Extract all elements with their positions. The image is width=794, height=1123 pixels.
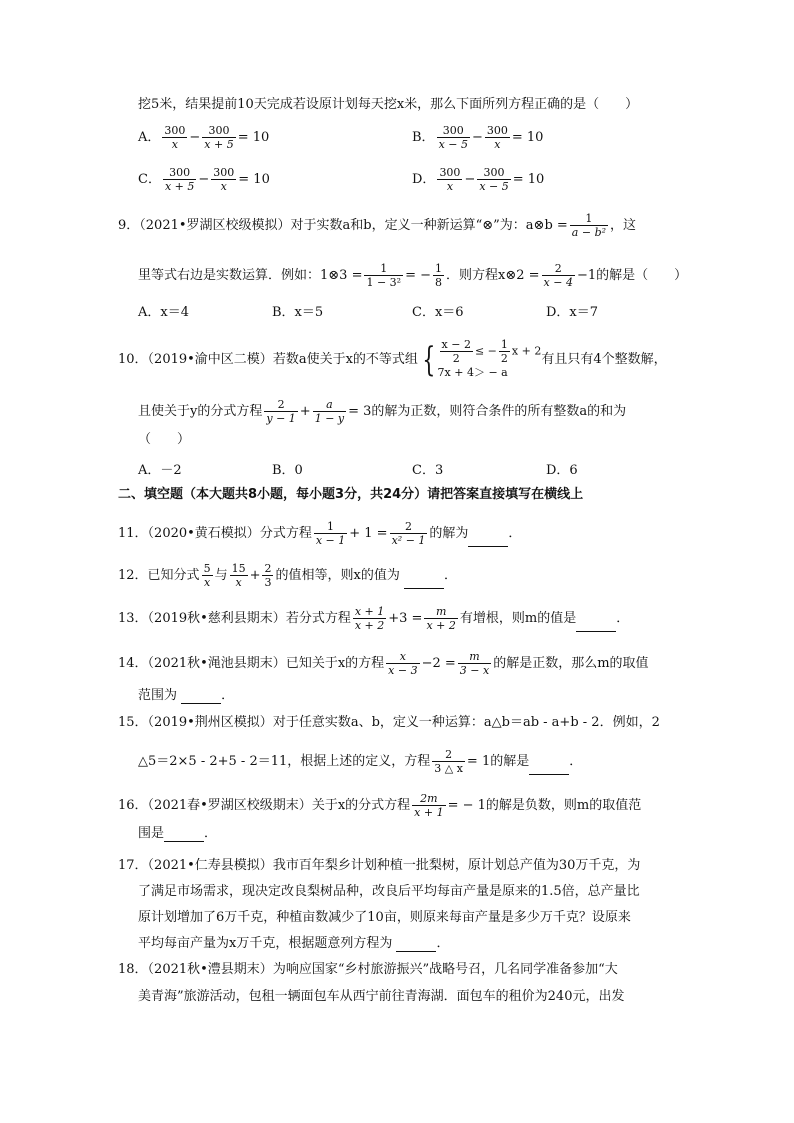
q15-line2: △5＝2×5 - 2+5 - 2＝11，根据上述的定义，方程 $\frac{2}{3 \triangle x}$ = 1的解是 ． [138, 748, 583, 775]
q9-line2: 里等式右边是实数运算．例如：1⊗3 = $\frac{1}{\text{1 − 3²}}$ = − $\frac{1}{8}$ ．则方程x⊗2 = $\frac{2}{x - 4}$ −1的解是（ ） [138, 262, 688, 289]
q18-line2: 美青海”旅游活动，包租一辆面包车从西宁前往青海湖．面包车的租价为240元，出发 [138, 989, 625, 1004]
q8-option-a[interactable]: A． $\frac{300}{x}$ − $\frac{300}{x + 5}$ = 10 [138, 124, 270, 151]
q16-line1: 16．（2021春•罗湖区校级期末）关于x的分式方程 $\frac{2m}{x + 1}$ = − 1的解是负数，则m的取值范 [118, 792, 642, 819]
answer-blank[interactable] [529, 762, 569, 775]
answer-blank[interactable] [181, 691, 221, 704]
q12: 12．已知分式 $\frac{5}{x}$ 与 $\frac{15}{x}$ + $\frac{2}{3}$ 的值相等，则x的值为 ． [118, 562, 457, 589]
q10-option-b[interactable]: B．0 [272, 463, 303, 478]
q8-option-c[interactable]: C． $\frac{300}{x + 5}$ − $\frac{300}{x}$ = 10 [138, 166, 270, 193]
answer-blank[interactable] [468, 534, 508, 547]
q9-option-b[interactable]: B．x＝5 [272, 305, 324, 320]
answer-blank[interactable] [404, 576, 444, 589]
q16-line2: 围是 ． [138, 826, 218, 841]
q9-line1: 9．（2021•罗湖区校级模拟）对于实数a和b，定义一种新运算“⊗”为：a⊗b = $\frac{1}{\text{a − b²}}$ ，这 [118, 212, 637, 239]
q14-line2: 范围为 ． [138, 688, 235, 703]
q8-text: 挖5米，结果提前10天完成若设原计划每天挖x米，那么下面所列方程正确的是（ ） [138, 97, 639, 112]
q17-line1: 17．（2021•仁寿县模拟）我市百年梨乡计划种植一批梨树，原计划总产值为30万千克，为 [118, 858, 641, 873]
q17-line4: 平均每亩产量为x万千克，根据题意列方程为 ． [138, 936, 450, 951]
q9-option-d[interactable]: D．x＝7 [546, 305, 599, 320]
q11: 11．（2020•黄石模拟）分式方程 $\frac{1}{x - 1}$ + 1 = $\frac{2}{\text{x² − 1}}$ 的解为 ． [118, 520, 522, 547]
q14-line1: 14．（2021秋•渑池县期末）已知关于x的方程 $\frac{x}{x - 3}$ −2 = $\frac{m}{3 - x}$ 的解是正数，那么m的取值 [118, 650, 649, 677]
q10-line2: 且使关于y的分式方程 $\frac{2}{y - 1}$ + $\frac{a}{1 - y}$ = 3的解为正数，则符合条件的所有整数a的和为 [138, 398, 627, 425]
q15-line1: 15．（2019•荆州区模拟）对于任意实数a、b，定义一种运算：a△b＝ab - a+b - 2．例如，2 [118, 715, 660, 730]
q10-option-d[interactable]: D．6 [546, 463, 578, 478]
q9-option-c[interactable]: C．x＝6 [412, 305, 464, 320]
answer-blank[interactable] [164, 829, 204, 842]
inequality-system: $\frac{x - 2}{2}$ ≤ − $\frac{1}{2}$ x + 2 7x + 4＞ − a [437, 338, 542, 379]
answer-blank[interactable] [396, 939, 436, 952]
q10-line3: （ ） [138, 432, 191, 447]
q17-line2: 了满足市场需求，现决定改良梨树品种，改良后平均每亩产量是原来的1.5倍，总产量比 [138, 884, 640, 899]
q10-option-c[interactable]: C．3 [412, 463, 444, 478]
q8-option-d[interactable]: D． $\frac{300}{x}$ − $\frac{300}{x - 5}$ = 10 [412, 166, 545, 193]
answer-blank[interactable] [576, 619, 616, 632]
q17-line3: 原计划增加了6万千克，种植亩数减少了10亩，则原来每亩产量是多少万千克？设原来 [138, 910, 631, 925]
q8-option-b[interactable]: B． $\frac{300}{x - 5}$ − $\frac{300}{x}$ = 10 [412, 124, 544, 151]
q18-line1: 18．（2021秋•澧县期末）为响应国家“乡村旅游振兴”战略号召，几名同学准备参加“大 [118, 962, 618, 977]
q10-option-a[interactable]: A．－2 [138, 463, 182, 478]
brace-symbol: { [422, 339, 436, 380]
q13: 13．（2019秋•慈利县期末）若分式方程 $\frac{x + 1}{x + 2}$ +3 = $\frac{m}{x + 2}$ 有增根，则m的值是 ． [118, 605, 630, 632]
q9-option-a[interactable]: A．x＝4 [138, 305, 189, 320]
q10-line1: 10．（2019•渝中区二模）若数a使关于x的不等式组 { $\frac{x - 2}{2}$ ≤ − $\frac{1}{2}$ x + 2 7x + 4＞ − a 有且只有4个整数解， [118, 338, 667, 380]
section-heading: 二、填空题（本大题共8小题，每小题3分，共24分）请把答案直接填写在横线上 [118, 487, 584, 502]
